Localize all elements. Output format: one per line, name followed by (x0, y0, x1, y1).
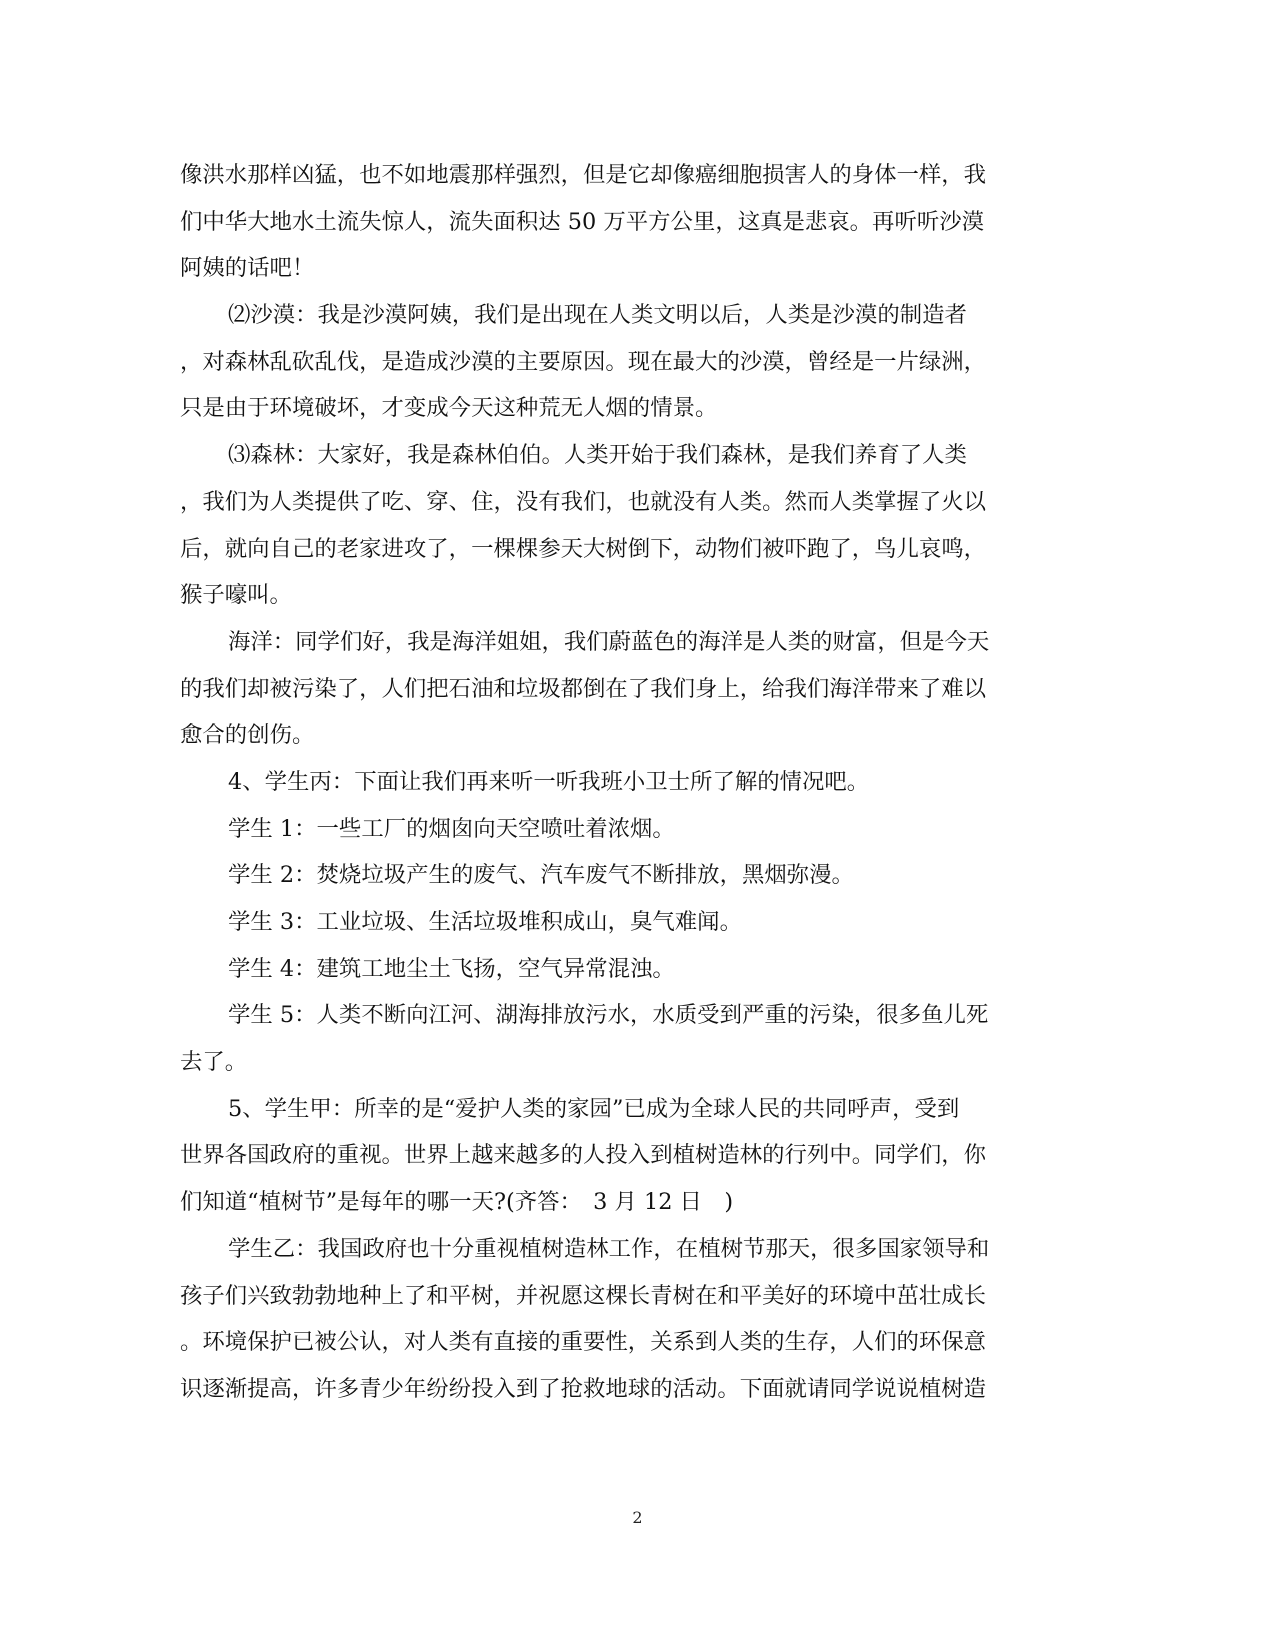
text-line: 学生 1：一些工厂的烟囱向天空喷吐着浓烟。 (228, 815, 675, 842)
text-line: 识逐渐提高，许多青少年纷纷投入到了抢救地球的活动。下面就请同学说说植树造 (180, 1375, 987, 1402)
text-line: 学生 2：焚烧垃圾产生的废气、汽车废气不断排放，黑烟弥漫。 (228, 862, 854, 889)
text-line: 5、学生甲：所幸的是“爱护人类的家园”已成为全球人民的共同呼声，受到 (228, 1095, 960, 1122)
text-line: 学生 4：建筑工地尘土飞扬，空气异常混浊。 (228, 955, 675, 982)
text-line: 世界各国政府的重视。世界上越来越多的人投入到植树造林的行列中。同学们，你 (180, 1142, 987, 1169)
text-line: 们知道“植树节”是每年的哪一天?(齐答： 3 月 12 日 ) (180, 1189, 734, 1216)
text-line: 学生 3：工业垃圾、生活垃圾堆积成山，臭气难闻。 (228, 909, 742, 935)
text-line: ⑶森林：大家好，我是森林伯伯。人类开始于我们森林，是我们养育了人类 (228, 442, 967, 469)
text-line: 们中华大地水土流失惊人，流失面积达 50 万平方公里，这真是悲哀。再听听沙漠 (180, 208, 985, 235)
text-line: ，我们为人类提供了吃、穿、住，没有我们，也就没有人类。然而人类掌握了火以 (180, 488, 987, 515)
text-line: 学生乙：我国政府也十分重视植树造林工作，在植树节那天，很多国家领导和 (228, 1235, 990, 1262)
text-line: ，对森林乱砍乱伐，是造成沙漠的主要原因。现在最大的沙漠，曾经是一片绿洲， (180, 348, 987, 375)
document-body (180, 152, 1035, 1413)
text-line: 去了。 (180, 1049, 248, 1076)
text-line: 。环境保护已被公认，对人类有直接的重要性，关系到人类的生存，人们的环保意 (180, 1329, 987, 1356)
text-line: ⑵沙漠：我是沙漠阿姨，我们是出现在人类文明以后，人类是沙漠的制造者 (228, 302, 967, 329)
page-number: 2 (632, 1508, 643, 1527)
text-line: 像洪水那样凶猛，也不如地震那样强烈，但是它却像癌细胞损害人的身体一样，我 (180, 162, 987, 188)
text-line: 4、学生丙：下面让我们再来听一听我班小卫士所了解的情况吧。 (228, 768, 870, 795)
text-line: 的我们却被污染了，人们把石油和垃圾都倒在了我们身上，给我们海洋带来了难以 (180, 675, 987, 702)
text-line: 学生 5：人类不断向江河、湖海排放污水，水质受到严重的污染，很多鱼儿死 (228, 1002, 989, 1029)
text-line: 海洋：同学们好，我是海洋姐姐，我们蔚蓝色的海洋是人类的财富，但是今天 (228, 628, 990, 655)
text-line: 孩子们兴致勃勃地种上了和平树，并祝愿这棵长青树在和平美好的环境中茁壮成长 (180, 1282, 987, 1309)
text-line: 阿姨的话吧！ (180, 255, 315, 282)
text-line: 只是由于环境破坏，才变成今天这种荒无人烟的情景。 (180, 395, 718, 422)
text-line: 愈合的创伤。 (180, 722, 315, 749)
text-line: 猴子嚎叫。 (180, 582, 292, 609)
text-line: 后，就向自己的老家进攻了，一棵棵参天大树倒下，动物们被吓跑了，鸟儿哀鸣， (180, 535, 987, 562)
